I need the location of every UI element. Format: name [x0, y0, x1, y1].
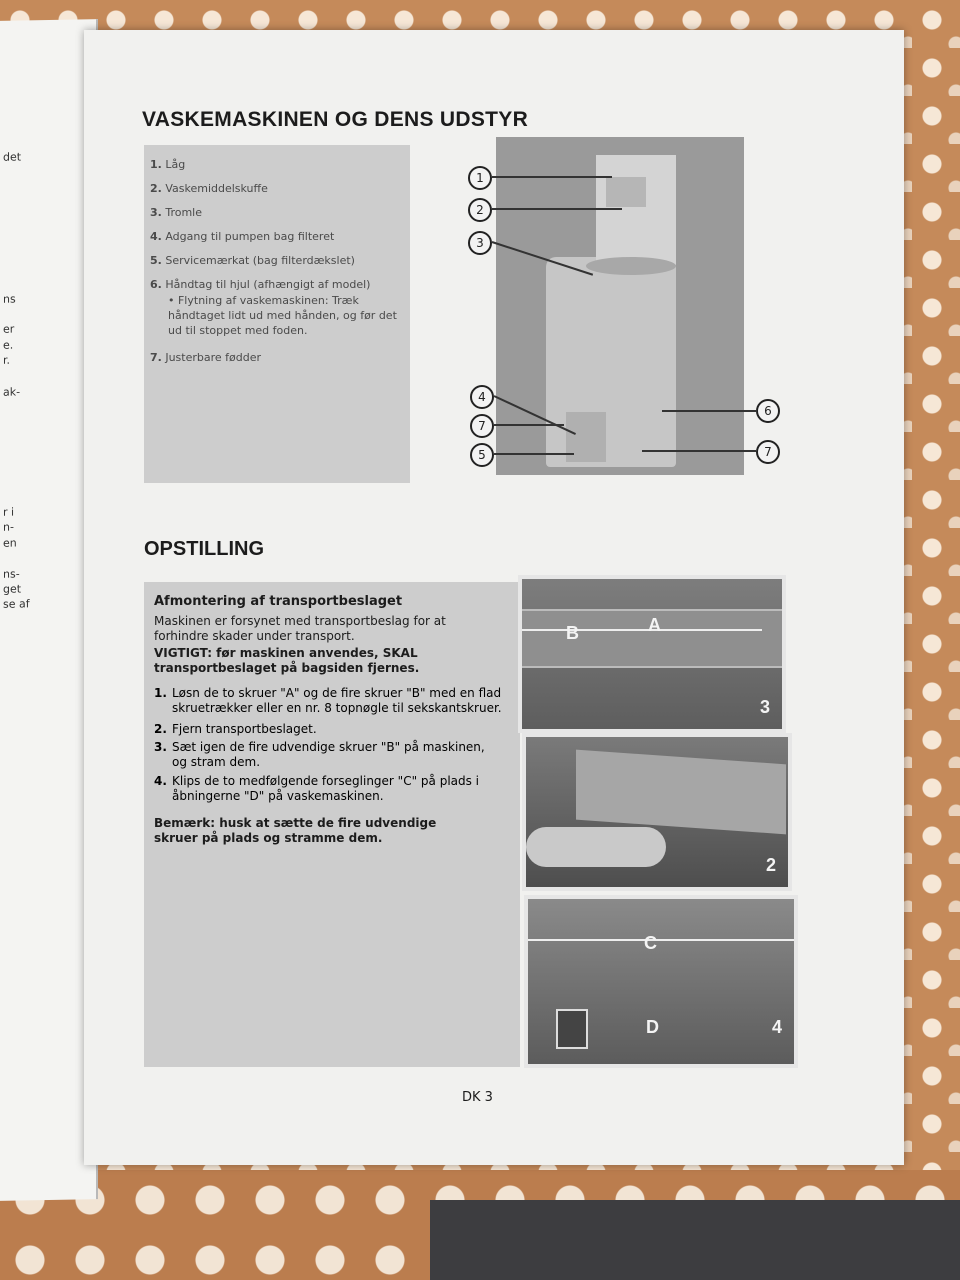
callout-7: 7: [470, 414, 494, 438]
photo-number: 3: [760, 697, 771, 717]
list-item: 7. Justerbare fødder: [150, 351, 262, 364]
photo-label-d: D: [646, 1017, 659, 1037]
list-subitem: • Flytning af vaskemaskinen: Træk håndtaget lidt ud med hånden, og før det ud til stoppet med foden.: [168, 294, 397, 337]
left-page-fragment: ns: [3, 292, 16, 306]
callout-7-right: 7: [756, 440, 780, 464]
dark-fabric: [430, 1200, 960, 1280]
photo-step-4: [524, 895, 798, 1068]
section-title-equipment: VASKEMASKINEN OG DENS UDSTYR: [142, 108, 529, 131]
step-2: 2. Fjern transportbeslaget.: [154, 722, 317, 736]
photo-number: 4: [772, 1017, 783, 1037]
photo-step-2: [522, 733, 792, 891]
photo-number: 2: [766, 855, 777, 875]
photo-step-1: [518, 575, 786, 733]
leader-line: [494, 453, 574, 455]
leader-line: [492, 176, 612, 178]
manual-page: [84, 30, 904, 1165]
left-page-fragment: det: [3, 150, 22, 164]
parts-list: [144, 145, 410, 370]
photo-label-b: B: [566, 623, 579, 643]
left-page-fragment: get: [3, 582, 22, 596]
leader-line: [662, 410, 757, 412]
callout-2: 2: [468, 198, 492, 222]
left-page-fragment: r.: [3, 353, 11, 367]
leader-line: [494, 424, 564, 426]
detergent-drawer: [606, 177, 646, 207]
note-text: Bemærk: husk at sætte de fire udvendige skruer på plads og stramme dem.: [154, 816, 437, 845]
subsection-title: Afmontering af transportbeslaget: [154, 594, 403, 609]
step-1: 1. Løsn de to skruer "A" og de fire skruer "B" med en flad skruetrækker eller en nr. 8 topnøgle til sekskantskruer.: [154, 686, 502, 715]
callout-6: 6: [756, 399, 780, 423]
left-page-fragment: r i: [3, 505, 15, 519]
list-item: 3. Tromle: [150, 206, 202, 219]
hand: [526, 827, 666, 867]
drum-opening: [586, 257, 676, 275]
leader-line: [492, 208, 622, 210]
photo-label-c: C: [644, 933, 657, 953]
installation-text-panel: [144, 582, 520, 1067]
photo-label-a: A: [648, 615, 661, 635]
callout-4: 4: [470, 385, 494, 409]
callout-3: 3: [468, 231, 492, 255]
callout-1: 1: [468, 166, 492, 190]
list-item: 5. Servicemærkat (bag filterdækslet): [150, 254, 355, 267]
left-page-fragment: ak-: [3, 385, 21, 399]
list-item: 4. Adgang til pumpen bag filteret: [150, 230, 335, 243]
callout-5: 5: [470, 443, 494, 467]
list-item: 1. Låg: [150, 158, 186, 171]
left-page-fragment: n-: [3, 520, 14, 534]
left-page-fragment: ns-: [3, 567, 20, 581]
left-page-fragment: er: [3, 322, 15, 336]
left-page-fragment: se af: [3, 597, 30, 611]
step-4: 4. Klips de to medfølgende forseglinger "C" på plads i åbningerne "D" på vaskemaskinen.: [154, 774, 480, 803]
parts-list-panel: [144, 145, 410, 483]
section-title-installation: OPSTILLING: [144, 538, 264, 560]
warning-text: VIGTIGT: før maskinen anvendes, SKAL transportbeslaget på bagsiden fjernes.: [154, 646, 420, 675]
left-page-fragment: en: [3, 536, 17, 550]
step-3: 3. Sæt igen de fire udvendige skruer "B" på maskinen, og stram dem.: [154, 740, 485, 769]
list-item: 2. Vaskemiddelskuffe: [150, 182, 268, 195]
leader-line: [642, 450, 756, 452]
page-number: DK 3: [462, 1090, 493, 1105]
washer-lid: [596, 155, 676, 265]
left-page-fragment: e.: [3, 338, 14, 352]
intro-text: Maskinen er forsynet med transportbeslag for at forhindre skader under transport.: [154, 614, 446, 643]
list-item: 6. Håndtag til hjul (afhængigt af model): [150, 278, 371, 291]
